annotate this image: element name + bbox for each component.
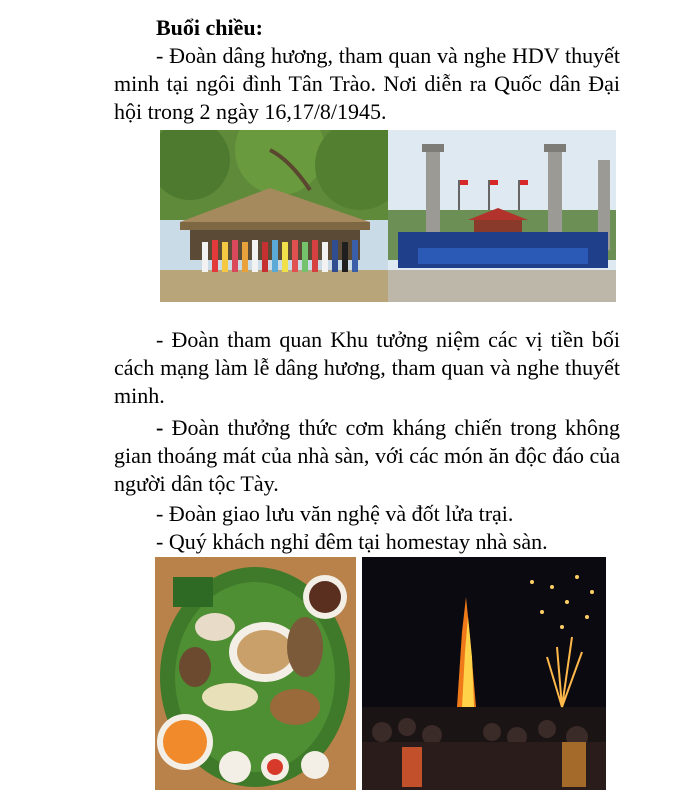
photo-communal-house: [160, 130, 388, 302]
photo-meal-platter: [155, 557, 356, 790]
paragraph-tan-trao: [114, 42, 620, 126]
paragraph-campfire-text: - Đoàn giao lưu văn nghệ và đốt lửa trại.: [156, 501, 514, 526]
photo-memorial-gate: [388, 130, 616, 302]
section-heading: Buổi chiều:: [156, 15, 263, 40]
paragraph-memorial: [114, 326, 620, 410]
paragraph-homestay: [114, 528, 620, 556]
photo-campfire: [362, 557, 606, 790]
paragraph-tan-trao-text: - Đoàn dâng hương, tham quan và nghe HDV thuyết minh tại ngôi đình Tân Trào. Nơi diễn ra Quốc dân Đại hội trong 2 ngày 16,17/8/1945.: [114, 43, 620, 124]
paragraph-meal: [114, 414, 620, 498]
paragraph-meal-text: Đoàn thưởng thức cơm kháng chiến trong không gian thoáng mát của nhà sàn, với các món ăn độc đáo của người dân tộc Tày.: [114, 415, 620, 496]
paragraph-homestay-text: - Quý khách nghỉ đêm tại homestay nhà sàn.: [156, 529, 548, 554]
paragraph-memorial-text: - Đoàn tham quan Khu tưởng niệm các vị tiền bối cách mạng làm lễ dâng hương, tham quan và nghe thuyết minh.: [114, 327, 620, 408]
paragraph-meal-dash: -: [156, 415, 164, 440]
paragraph-campfire: [114, 500, 620, 528]
